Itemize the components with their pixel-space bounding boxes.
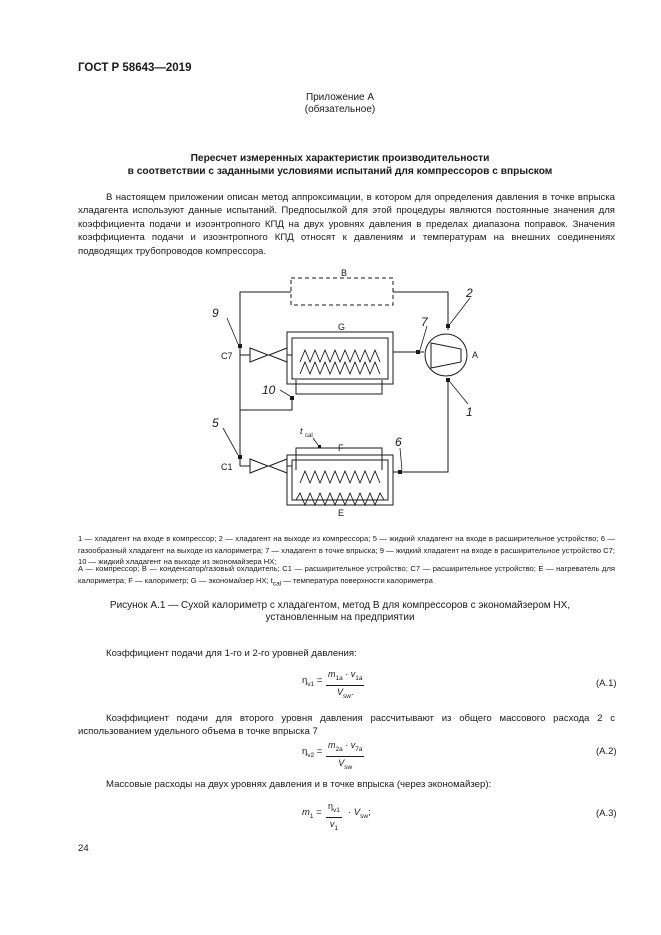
label-f: F [338, 443, 344, 453]
label-point-10: 10 [262, 383, 276, 397]
text-volumetric-efficiency: Коэффициент подачи для 1-го и 2-го уровней давления: [106, 648, 357, 659]
appendix-title: Приложение А [305, 92, 375, 103]
economizer-g [287, 332, 393, 384]
label-point-7: 7 [421, 315, 428, 329]
label-e: E [338, 508, 345, 518]
calorimeter-f [287, 455, 393, 505]
label-a: A [472, 350, 479, 360]
eq2-fraction: $m_{2a} \cdot v_{7a}$ $V_{sw}$ [328, 740, 363, 771]
economizer-return-loop [296, 380, 382, 394]
label-g: G [338, 322, 346, 332]
expansion-valve-c7-right [269, 348, 287, 362]
eq3-lhs: $m_1$ = [302, 807, 322, 820]
eq2-number: (A.2) [596, 746, 617, 757]
section-heading-line2: в соответствии с заданными условиями испытаний для компрессоров с впрыском [127, 166, 553, 177]
eq1-fraction: $m_{1a} \cdot v_{1a}$ $V_{sw}$. [328, 669, 363, 700]
text-second-level: Коэффициент подачи для второго уровня давления рассчитывают из общего массового расхода 2 с использованием удельного объема в точке впрыска 7 [78, 713, 615, 738]
expansion-valve-c1-left [250, 459, 268, 473]
eq3-number: (A.3) [596, 808, 617, 819]
figure-legend-2: А — компрессор; В — конденсатор/газовый охладитель; С1 — расширительное устройство; С7 — расширительное устройство; Е — нагреватель для калориметра; F — калориметр; G — экономайзер НХ; $t_{cal}$ — температура поверхности калориметра [78, 564, 615, 588]
label-c7: C7 [221, 351, 233, 361]
label-point-2: 2 [466, 286, 473, 300]
label-tcal-sub: cal [305, 433, 313, 439]
expansion-valve-c7-left [250, 348, 268, 362]
page-number: 24 [78, 843, 89, 854]
figure-caption-line1: Рисунок А.1 — Сухой калориметр с хладагентом, метод В для компрессоров с экономайзером НХ, [109, 600, 571, 611]
pipe-c7-to-b [240, 292, 291, 355]
eq1-number: (A.1) [596, 678, 617, 689]
appendix-status: (обязательное) [304, 104, 376, 115]
eq1-lhs: $\eta_{v1}$ = [302, 675, 323, 688]
label-b: B [341, 268, 348, 278]
expansion-valve-c1-right [269, 459, 287, 473]
intro-paragraph: В настоящем приложении описан метод аппроксимации, в котором для определения давления в точке впрыска хладагента используют данные испытаний. Предпосылкой для этой процедуры являются постоянные значения для коэффициента подачи и изоэнтропного КПД на двух уровнях давления в пределах диапазона поправок. Значения коэффициента подачи и изоэнтропного КПД относят к давлениям и температурам на внешних соединениях подводящих трубопроводов компрессора. [78, 192, 615, 257]
pipe-hx-outlet [240, 400, 292, 410]
eq3-tail: · $V_{sw}$; [348, 807, 371, 820]
label-tcal: t [300, 426, 303, 436]
label-point-1: 1 [466, 405, 473, 419]
document-header: ГОСТ Р 58643—2019 [78, 62, 192, 74]
eq3-fraction: $\frac{\eta_{v1}}{v_1}$ [328, 801, 340, 832]
figure-legend-1: 1 — хладагент на входе в компрессор; 2 — хладагент на выходе из компрессора; 5 — жидкий хладагент на входе в расширительное устройство; 6 — газообразный хладагент на выходе из калориметра; 7 — хладагент в точке впрыска; 9 — жидкий хладагент на входе в расширительное устройство С7; 10 — жидкий хладагент на выходе из экономайзера НХ; [78, 534, 615, 566]
refrigerant-circuit-diagram [200, 268, 500, 520]
text-mass-flows: Массовые расходы на двух уровнях давления и в точке впрыска (через экономайзер): [106, 779, 492, 790]
label-c1: C1 [221, 462, 233, 472]
eq2-lhs: $\eta_{v2}$ = [302, 746, 323, 759]
figure-caption-line2: установленным на предприятии [265, 612, 415, 623]
label-point-5: 5 [212, 416, 219, 430]
label-point-9: 9 [212, 306, 219, 320]
label-point-6: 6 [395, 435, 402, 449]
condenser-box-b [291, 278, 393, 305]
section-heading-line1: Пересчет измеренных характеристик производительности [190, 153, 490, 164]
